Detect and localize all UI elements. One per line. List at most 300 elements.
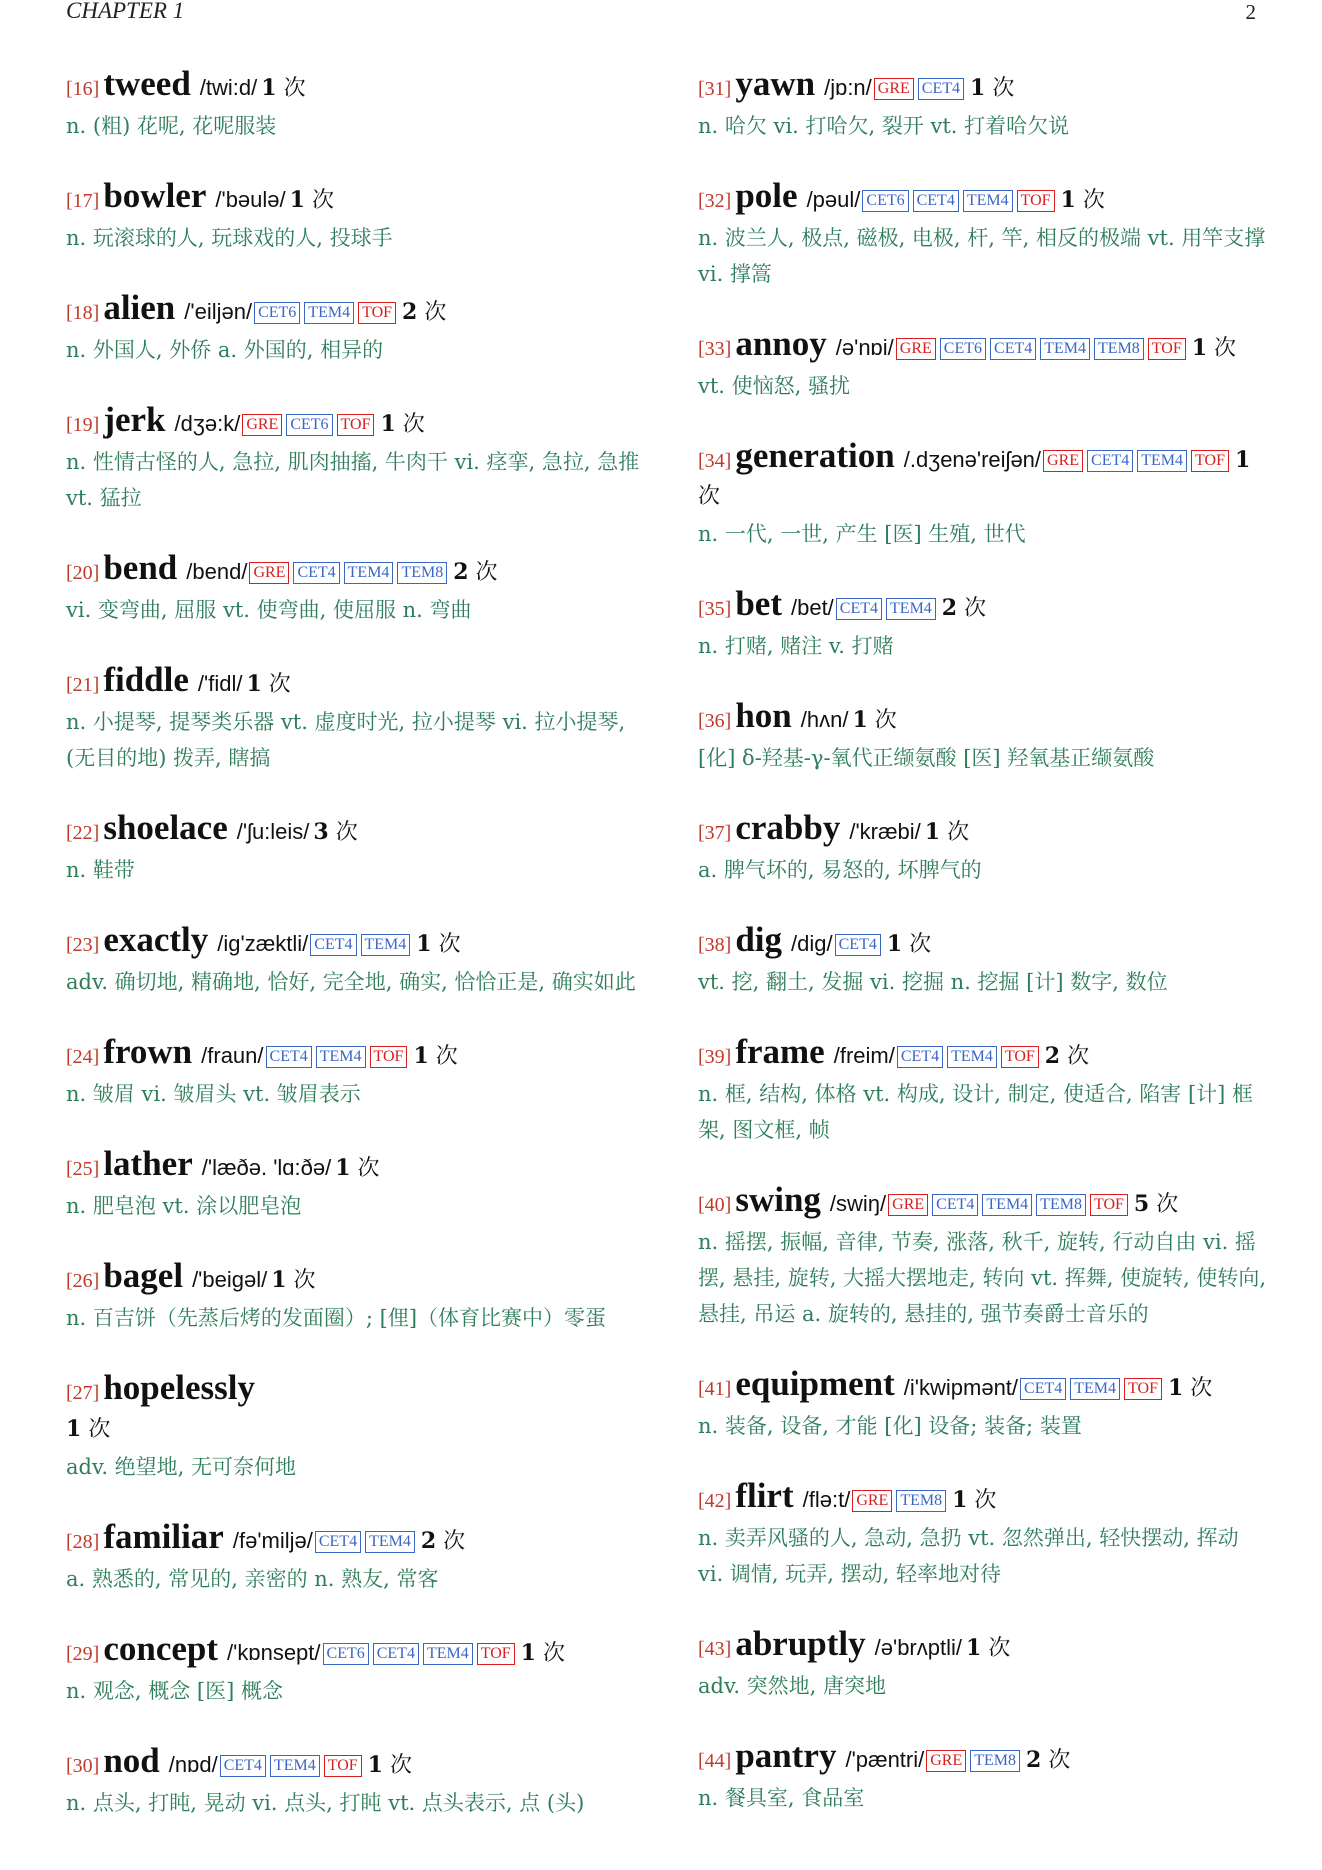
entry-index: [42] (698, 1490, 732, 1512)
definition: n. 哈欠 vi. 打哈欠, 裂开 vt. 打着哈欠说 (698, 114, 1070, 138)
frequency-count (970, 76, 1014, 101)
headword: jerk (103, 400, 166, 439)
headword: familiar (103, 1517, 224, 1556)
exam-tag: CET6 (286, 414, 332, 436)
headword: annoy (735, 324, 827, 363)
vocab-entry (698, 178, 1270, 292)
definition: n. 肥皂泡 vt. 涂以肥皂泡 (66, 1194, 302, 1218)
frequency-unit: 次 (475, 560, 498, 585)
headword: bagel (103, 1256, 184, 1295)
exam-tag: GRE (852, 1490, 892, 1512)
frequency-unit: 次 (1067, 1044, 1090, 1069)
exam-tag: CET4 (835, 934, 881, 956)
entry-index: [40] (698, 1194, 732, 1216)
exam-tag: CET6 (323, 1643, 369, 1665)
definition: adv. 突然地, 唐突地 (698, 1674, 887, 1698)
entry-heading (698, 66, 1270, 107)
vocab-entry (698, 1478, 1270, 1592)
exam-tag: TOF (1191, 450, 1229, 472)
vocab-entry (698, 1034, 1270, 1148)
pronunciation: /nɒd/ (168, 1752, 218, 1777)
page-number: 2 (1245, 0, 1256, 24)
headword: alien (103, 288, 176, 327)
headword: tweed (103, 64, 191, 103)
exam-tag: GRE (1043, 450, 1083, 472)
frequency-count (290, 188, 334, 213)
headword: dig (735, 920, 783, 959)
vocab-entry (66, 1146, 644, 1224)
definition: n. 皱眉 vi. 皱眉头 vt. 皱眉表示 (66, 1082, 361, 1106)
pronunciation: /'eiljən/ (184, 299, 253, 324)
entry-index: [39] (698, 1046, 732, 1068)
headword: frame (735, 1032, 825, 1071)
vocab-entry (66, 922, 644, 1000)
headword: nod (103, 1741, 160, 1780)
entry-heading (66, 662, 644, 703)
frequency-number: 1 (271, 1267, 287, 1293)
entry-heading (698, 1034, 1270, 1075)
exam-tag: TOF (1017, 190, 1055, 212)
pronunciation: /'fidl/ (197, 671, 243, 696)
exam-tag: CET4 (913, 190, 959, 212)
vocab-entry (66, 810, 644, 888)
vocab-entry (698, 586, 1270, 664)
definition: n. (粗) 花呢, 花呢服装 (66, 114, 277, 138)
frequency-unit: 次 (293, 1268, 316, 1293)
headword: lather (103, 1144, 193, 1183)
frequency-count (261, 76, 305, 101)
entry-index: [37] (698, 822, 732, 844)
vocab-entry (698, 698, 1270, 776)
exam-tag: TOF (1001, 1046, 1039, 1068)
frequency-number: 1 (246, 671, 262, 697)
vocab-entry (66, 1034, 644, 1112)
frequency-count (887, 932, 931, 957)
vocab-entry (698, 438, 1270, 552)
exam-tag: TEM4 (1137, 450, 1187, 472)
entry-index: [32] (698, 190, 732, 212)
vocab-entry (66, 1631, 644, 1709)
pronunciation: /hʌn/ (800, 707, 849, 732)
headword: abruptly (735, 1624, 866, 1663)
entry-heading (66, 922, 644, 963)
headword: equipment (735, 1364, 895, 1403)
exam-tag: TEM8 (1036, 1194, 1086, 1216)
entry-heading (698, 1478, 1270, 1519)
definition: adv. 确切地, 精确地, 恰好, 完全地, 确实, 恰恰正是, 确实如此 (66, 970, 636, 994)
entry-heading (698, 178, 1270, 219)
exam-tag: TOF (324, 1755, 362, 1777)
frequency-number: 1 (1191, 335, 1208, 361)
frequency-number: 1 (289, 187, 305, 213)
definition: n. 摇摆, 振幅, 音律, 节奏, 涨落, 秋千, 旋转, 行动自由 vi. 摇摆, 悬挂, 旋转, 大摇大摆地走, 转向 vt. 挥舞, 使旋转, 使转向, 悬挂, 吊运 a. 旋转的, 悬挂的, 强节奏爵士音乐的 (698, 1230, 1267, 1326)
entry-index: [31] (698, 78, 732, 100)
frequency-unit: 次 (357, 1156, 380, 1181)
page-header (66, 0, 1256, 30)
headword: frown (103, 1032, 193, 1071)
frequency-number: 1 (1060, 187, 1076, 213)
vocab-entry (698, 1626, 1270, 1704)
vocab-entry (698, 1182, 1270, 1332)
exam-tag: TEM4 (1040, 338, 1090, 360)
frequency-number: 1 (852, 707, 868, 733)
exam-tag: GRE (888, 1194, 928, 1216)
entry-index: [25] (66, 1158, 100, 1180)
exam-tag: GRE (242, 414, 282, 436)
entry-index: [23] (66, 934, 100, 956)
exam-tag: TEM4 (1070, 1378, 1120, 1400)
frequency-number: 1 (261, 75, 277, 101)
frequency-unit: 次 (698, 484, 721, 509)
frequency-number: 2 (420, 1528, 437, 1554)
frequency-unit: 次 (88, 1417, 111, 1442)
exam-tag: CET6 (254, 302, 300, 324)
frequency-unit: 次 (964, 596, 987, 621)
exam-tag: CET4 (1020, 1378, 1066, 1400)
exam-tag: CET4 (990, 338, 1036, 360)
frequency-unit: 次 (424, 300, 447, 325)
entry-heading (66, 1631, 644, 1672)
pronunciation: /swiŋ/ (829, 1191, 887, 1216)
frequency-count (1192, 336, 1236, 361)
exam-tag: TOF (1148, 338, 1186, 360)
exam-tag: TEM4 (361, 934, 411, 956)
pronunciation: /dig/ (791, 931, 833, 956)
entry-heading (66, 402, 644, 443)
pronunciation: /pəul/ (806, 187, 861, 212)
entry-index: [38] (698, 934, 732, 956)
pronunciation: /flə:t/ (802, 1487, 851, 1512)
definition: n. 性情古怪的人, 急拉, 肌肉抽搐, 牛肉干 vi. 痉挛, 急拉, 急推 vt. 猛拉 (66, 450, 640, 510)
frequency-number: 3 (313, 819, 329, 845)
frequency-unit: 次 (1190, 1376, 1213, 1401)
frequency-unit: 次 (1048, 1748, 1071, 1773)
entry-index: [30] (66, 1755, 100, 1777)
frequency-count (335, 1156, 379, 1181)
exam-tag: TEM4 (963, 190, 1013, 212)
pronunciation: /jɒ:n/ (824, 75, 872, 100)
entry-heading (698, 326, 1270, 367)
exam-tag: GRE (249, 562, 289, 584)
entry-index: [17] (66, 190, 100, 212)
frequency-unit: 次 (1214, 336, 1237, 361)
frequency-unit: 次 (874, 708, 897, 733)
frequency-unit: 次 (389, 1753, 412, 1778)
exam-tag: TEM4 (947, 1046, 997, 1068)
entry-heading (66, 1034, 644, 1075)
entry-heading (698, 1366, 1270, 1407)
entry-index: [24] (66, 1046, 100, 1068)
frequency-number: 2 (453, 559, 469, 585)
frequency-unit: 次 (435, 1044, 458, 1069)
definition: n. 装备, 设备, 才能 [化] 设备; 装备; 装置 (698, 1414, 1082, 1438)
frequency-unit: 次 (335, 820, 358, 845)
frequency-unit: 次 (909, 932, 932, 957)
frequency-unit: 次 (1082, 188, 1105, 213)
headword: hopelessly (103, 1368, 256, 1407)
frequency-count (368, 1753, 412, 1778)
entry-heading (66, 66, 644, 107)
headword: bowler (103, 176, 207, 215)
exam-tag: TOF (1090, 1194, 1128, 1216)
frequency-number: 1 (924, 819, 941, 845)
exam-tag: CET4 (897, 1046, 943, 1068)
entry-index: [44] (698, 1750, 732, 1772)
entry-index: [19] (66, 414, 100, 436)
pronunciation: /ə'brʌptli/ (874, 1635, 962, 1660)
pronunciation: /dʒə:k/ (174, 411, 241, 436)
vocab-entry (698, 326, 1270, 404)
exam-tag: CET4 (310, 934, 356, 956)
exam-tag: TOF (358, 302, 396, 324)
frequency-count (413, 1044, 457, 1069)
definition: n. 卖弄风骚的人, 急动, 急扔 vt. 忽然弹出, 轻快摆动, 挥动 vi. 调情, 玩弄, 摆动, 轻率地对待 (698, 1526, 1239, 1586)
headword: bend (103, 548, 178, 587)
vocab-entry (66, 1370, 644, 1485)
entry-heading (66, 1370, 644, 1448)
definition: adv. 绝望地, 无可奈何地 (66, 1455, 297, 1479)
entry-heading (698, 810, 1270, 851)
headword: pantry (735, 1736, 837, 1775)
vocab-entry (66, 290, 644, 368)
vocab-entry (698, 1738, 1270, 1816)
exam-tag: CET4 (918, 78, 964, 100)
right-column (698, 66, 1270, 1850)
exam-tag: TOF (1124, 1378, 1162, 1400)
vocab-entry (698, 1366, 1270, 1444)
pronunciation: /freim/ (833, 1043, 895, 1068)
frequency-number: 1 (966, 1635, 982, 1661)
frequency-count (925, 820, 969, 845)
frequency-count (421, 1529, 465, 1554)
entry-index: [41] (698, 1378, 732, 1400)
entry-index: [43] (698, 1638, 732, 1660)
frequency-count (313, 820, 357, 845)
entry-index: [18] (66, 302, 100, 324)
headword: yawn (735, 64, 816, 103)
frequency-count (966, 1636, 1010, 1661)
entry-index: [28] (66, 1531, 100, 1553)
entry-heading (698, 586, 1270, 627)
frequency-count (1045, 1044, 1089, 1069)
frequency-number: 5 (1133, 1191, 1150, 1217)
frequency-count (1061, 188, 1105, 213)
definition: n. 点头, 打盹, 晃动 vi. 点头, 打盹 vt. 点头表示, 点 (头) (66, 1791, 585, 1815)
vocab-entry (66, 662, 644, 776)
entry-index: [33] (698, 338, 732, 360)
headword: hon (735, 696, 792, 735)
entry-heading (66, 1146, 644, 1187)
vocab-entry (66, 1743, 644, 1821)
entry-index: [26] (66, 1270, 100, 1292)
headword: exactly (103, 920, 209, 959)
frequency-count (246, 672, 290, 697)
vocab-entry (66, 1519, 644, 1597)
pronunciation: /ə'nɒi/ (835, 335, 894, 360)
frequency-count (852, 708, 896, 733)
definition: n. 观念, 概念 [医] 概念 (66, 1679, 283, 1703)
frequency-number: 2 (941, 595, 958, 621)
definition: n. 外国人, 外侨 a. 外国的, 相异的 (66, 338, 384, 362)
frequency-unit: 次 (988, 1636, 1011, 1661)
frequency-number: 1 (367, 1752, 383, 1778)
entry-index: [34] (698, 450, 732, 472)
frequency-count (380, 412, 424, 437)
definition: n. 玩滚球的人, 玩球戏的人, 投球手 (66, 226, 393, 250)
entry-index: [20] (66, 562, 100, 584)
exam-tag: GRE (926, 1750, 966, 1772)
frequency-count (1168, 1376, 1212, 1401)
exam-tag: TEM8 (1094, 338, 1144, 360)
headword: pole (735, 176, 798, 215)
exam-tag: GRE (896, 338, 936, 360)
definition: n. 鞋带 (66, 858, 135, 882)
vocab-entry (66, 550, 644, 628)
frequency-unit: 次 (1156, 1192, 1179, 1217)
chapter-title: CHAPTER 1 (66, 0, 185, 23)
frequency-count (952, 1488, 996, 1513)
exam-tag: CET4 (220, 1755, 266, 1777)
exam-tag: CET6 (940, 338, 986, 360)
pronunciation: /'kɒnsept/ (227, 1640, 321, 1665)
entry-index: [16] (66, 78, 100, 100)
frequency-number: 1 (413, 1043, 429, 1069)
entry-index: [22] (66, 822, 100, 844)
frequency-number: 1 (970, 75, 986, 101)
left-column (66, 66, 644, 1855)
pronunciation: /'beigəl/ (192, 1267, 268, 1292)
headword: fiddle (103, 660, 189, 699)
pronunciation: /ig'zæktli/ (217, 931, 309, 956)
headword: crabby (735, 808, 841, 847)
frequency-unit: 次 (438, 932, 461, 957)
pronunciation: /i'kwipmənt/ (903, 1375, 1019, 1400)
exam-tag: CET4 (836, 598, 882, 620)
headword: swing (735, 1180, 821, 1219)
exam-tag: TEM4 (344, 562, 394, 584)
frequency-unit: 次 (974, 1488, 997, 1513)
definition: n. 百吉饼（先蒸后烤的发面圈）; [俚]（体育比赛中）零蛋 (66, 1306, 607, 1330)
entry-index: [21] (66, 674, 100, 696)
frequency-count (271, 1268, 315, 1293)
exam-tag: TEM4 (304, 302, 354, 324)
headword: shoelace (103, 808, 228, 847)
frequency-count (521, 1641, 565, 1666)
entry-heading (66, 1743, 644, 1784)
definition: a. 脾气坏的, 易怒的, 坏脾气的 (698, 858, 982, 882)
headword: generation (735, 436, 895, 475)
exam-tag: TEM4 (886, 598, 936, 620)
exam-tag: TOF (370, 1046, 408, 1068)
exam-tag: TEM4 (270, 1755, 320, 1777)
headword: bet (735, 584, 782, 623)
definition: n. 餐具室, 食品室 (698, 1786, 865, 1810)
entry-index: [27] (66, 1382, 100, 1404)
exam-tag: TEM4 (316, 1046, 366, 1068)
entry-heading (66, 550, 644, 591)
exam-tag: TOF (477, 1643, 515, 1665)
frequency-unit: 次 (283, 76, 306, 101)
frequency-number: 1 (520, 1640, 536, 1666)
vocab-entry (698, 922, 1270, 1000)
entry-heading (698, 1182, 1270, 1223)
frequency-unit: 次 (443, 1529, 466, 1554)
entry-heading (66, 290, 644, 331)
frequency-number: 1 (886, 931, 903, 957)
frequency-unit: 次 (402, 412, 425, 437)
definition: n. 打赌, 赌注 v. 打赌 (698, 634, 894, 658)
frequency-unit: 次 (311, 188, 334, 213)
definition: n. 小提琴, 提琴类乐器 vt. 虚度时光, 拉小提琴 vi. 拉小提琴, (无目的地) 拨弄, 瞎搞 (66, 710, 626, 770)
entry-heading (66, 1258, 644, 1299)
entry-heading (698, 1738, 1270, 1779)
frequency-count (1026, 1748, 1070, 1773)
exam-tag: CET4 (1087, 450, 1133, 472)
vocab-entry (66, 1258, 644, 1336)
definition: a. 熟悉的, 常见的, 亲密的 n. 熟友, 常客 (66, 1567, 439, 1591)
frequency-number: 1 (66, 1416, 82, 1442)
headword: concept (103, 1629, 219, 1668)
frequency-count (1134, 1192, 1178, 1217)
exam-tag: CET4 (266, 1046, 312, 1068)
frequency-unit: 次 (947, 820, 970, 845)
entry-heading (66, 1519, 644, 1560)
frequency-count (66, 1417, 110, 1442)
definition: vt. 使恼怒, 骚扰 (698, 374, 851, 398)
headword: flirt (735, 1476, 794, 1515)
entry-index: [29] (66, 1643, 100, 1665)
frequency-number: 1 (1167, 1375, 1184, 1401)
exam-tag: TEM4 (423, 1643, 473, 1665)
vocab-entry (66, 402, 644, 516)
frequency-number: 1 (380, 411, 396, 437)
pronunciation: /twi:d/ (199, 75, 258, 100)
frequency-count (453, 560, 497, 585)
frequency-number: 2 (1026, 1747, 1042, 1773)
entry-index: [36] (698, 710, 732, 732)
pronunciation: /'ʃu:leis/ (236, 819, 310, 844)
vocab-entry (698, 66, 1270, 144)
exam-tag: TEM8 (896, 1490, 946, 1512)
frequency-count (416, 932, 460, 957)
exam-tag: CET6 (862, 190, 908, 212)
entry-heading (66, 178, 644, 219)
exam-tag: CET4 (293, 562, 339, 584)
entry-heading (698, 922, 1270, 963)
vocab-entry (66, 66, 644, 144)
frequency-number: 2 (402, 299, 418, 325)
definition: vt. 挖, 翻土, 发掘 vi. 挖掘 n. 挖掘 [计] 数字, 数位 (698, 970, 1168, 994)
exam-tag: TEM8 (397, 562, 447, 584)
pronunciation: /.dʒenə'reiʃən/ (903, 447, 1042, 472)
entry-heading (66, 810, 644, 851)
vocab-entry (698, 810, 1270, 888)
entry-heading (698, 1626, 1270, 1667)
exam-tag: CET4 (932, 1194, 978, 1216)
definition: n. 框, 结构, 体格 vt. 构成, 设计, 制定, 使适合, 陷害 [计] 框架, 图文框, 帧 (698, 1082, 1254, 1142)
frequency-count (402, 300, 446, 325)
frequency-number: 1 (335, 1155, 351, 1181)
entry-heading (698, 698, 1270, 739)
frequency-number: 1 (952, 1487, 968, 1513)
pronunciation: /'bəulə/ (215, 187, 286, 212)
definition: vi. 变弯曲, 屈服 vt. 使弯曲, 使屈服 n. 弯曲 (66, 598, 472, 622)
entry-heading (698, 438, 1270, 515)
pronunciation: /'kræbi/ (849, 819, 921, 844)
pronunciation: /'læðə. 'lɑ:ðə/ (201, 1155, 332, 1180)
frequency-number: 2 (1044, 1043, 1061, 1069)
exam-tag: TEM4 (365, 1531, 415, 1553)
